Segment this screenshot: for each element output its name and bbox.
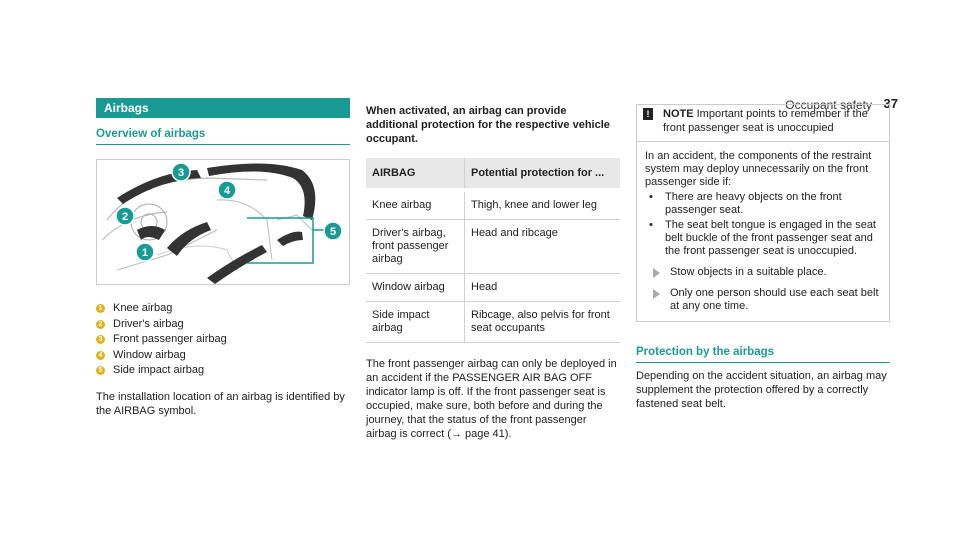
callout-5 [324,222,342,240]
front-passenger-paragraph: The front passenger airbag can only be deployed in an accident if the PASSENGER AIR BAG OFF indicator lamp is off. If the front passenger seat is occupied, make sure, both before and during the journey, that the status of the front passenger airbag is correct (→ page 41). [366,358,617,440]
page-number: 37 [883,96,898,111]
protection-column [366,104,620,441]
running-header: Occupant safety [785,98,872,112]
airbags-column [96,98,350,418]
note-box [636,104,890,322]
callout-3 [172,163,190,181]
knee-airbag-shape [167,222,211,256]
list-item: • The seat belt tongue is engaged in the seat belt buckle of the front passenger seat and the front passenger seat is unoccupied. [649,219,876,257]
callout-2 [116,207,134,225]
svg-text:3: 3 [177,167,185,179]
note-bullets [645,191,881,258]
drivers-airbag-shape [137,226,165,240]
section-banner: Airbags [96,98,350,118]
number-marker-icon: 2 [96,320,105,329]
svg-text:5: 5 [329,226,337,238]
svg-text:1: 1 [141,247,149,259]
action-step: Only one person should use each seat belt at any one time. [645,287,881,313]
legend-item: 4 Window airbag [96,348,350,364]
table-header: AIRBAG [366,158,465,190]
airbag-diagram [96,159,350,285]
table-row: Knee airbag Thigh, knee and lower leg [366,190,620,220]
svg-text:2: 2 [121,211,129,223]
table-header: Potential protection for ... [465,158,621,190]
note-title: Important points to remember if the front passenger seat is unoccupied [663,108,868,134]
protection-paragraph: Depending on the accident situation, an airbag may supplement the protection offered by a correctly fastened seat belt. [636,370,887,410]
table-row: Side impact airbag Ribcage, also pelvis for front seat occupants [366,302,620,343]
overview-heading: Overview of airbags [96,128,350,145]
number-marker-icon: 4 [96,351,105,360]
table-row: Driver's airbag, front passenger airbag Head and ribcage [366,220,620,274]
note-label: NOTE [663,108,694,120]
airbag-protection-table [366,158,620,343]
legend-item: 2 Driver's airbag [96,317,350,333]
note-text: In an accident, the components of the restraint system may deploy unnecessarily on the front passenger side if: [645,150,872,188]
legend-item: 3 Front passenger airbag [96,332,350,348]
car-interior-illustration [97,160,349,284]
action-step: Stow objects in a suitable place. [645,266,881,279]
protection-heading: Protection by the airbags [636,346,890,363]
list-item: • There are heavy objects on the front passenger seat. [649,191,842,216]
callout-4 [218,181,236,199]
arrow-right-icon [653,268,660,278]
note-header [637,105,889,142]
arrow-right-icon [653,289,660,299]
side-impact-airbag-shape [207,245,267,284]
action-steps [645,266,881,313]
warning-icon: ! [643,108,653,120]
note-column [636,104,890,411]
note-body [637,142,889,321]
number-marker-icon: 3 [96,335,105,344]
number-marker-icon: 1 [96,304,105,313]
callout-1 [136,243,154,261]
legend-item: 5 Side impact airbag [96,363,350,379]
svg-text:4: 4 [223,185,231,197]
table-row: Window airbag Head [366,274,620,302]
legend-item: 1 Knee airbag [96,301,350,317]
number-marker-icon: 5 [96,366,105,375]
installation-paragraph: The installation location of an airbag is identified by the AIRBAG symbol. [96,390,345,417]
intro-text: When activated, an airbag can provide additional protection for the respective vehicle occupant. [366,105,610,145]
airbag-legend [96,301,350,379]
